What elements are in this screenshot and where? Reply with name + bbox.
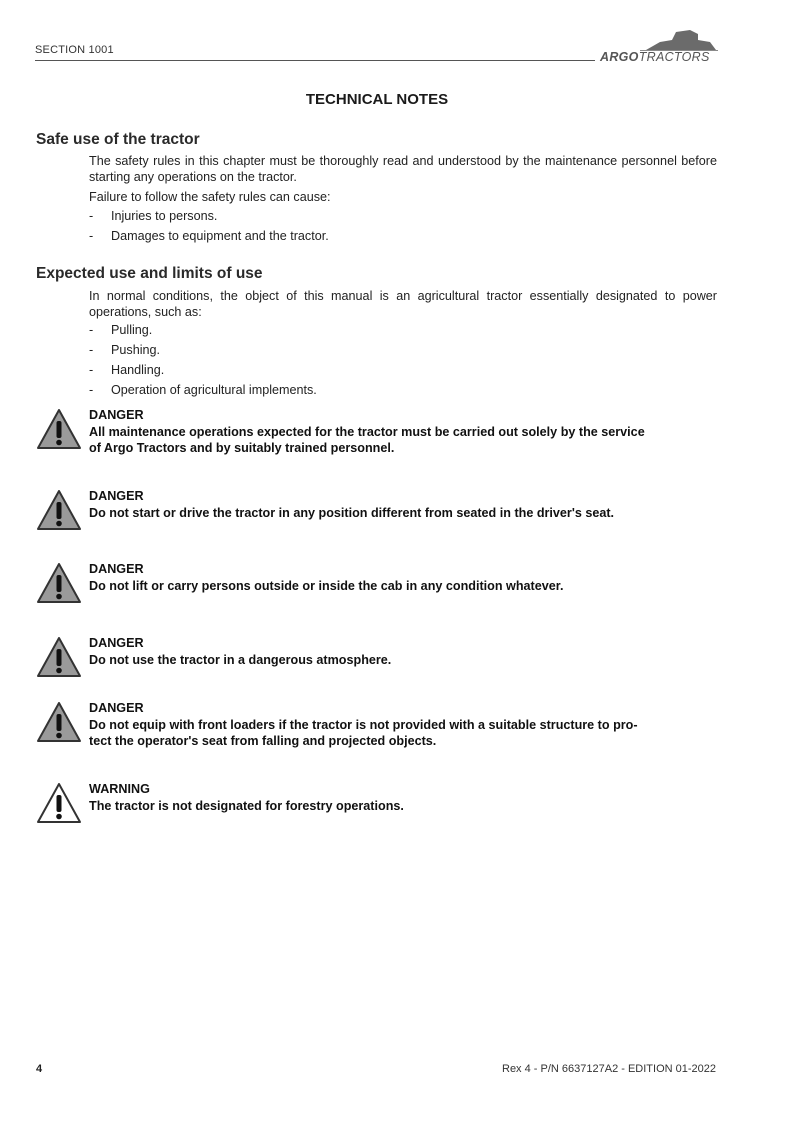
argo-tractors-logo [600,26,720,66]
notice-title: DANGER [89,636,144,650]
warning-triangle-icon [36,701,82,743]
warning-triangle-icon [36,636,82,678]
notice-title: DANGER [89,489,144,503]
list-item-text: Injuries to persons. [111,209,218,223]
list-item: - Pushing. [89,343,161,357]
notice-title: DANGER [89,701,144,715]
list-item: - Operation of agricultural implements. [89,383,317,397]
list-item-text: Pushing. [111,343,161,357]
list-item: - Pulling. [89,323,153,337]
warning-triangle-icon [36,782,82,824]
tractor-silhouette-icon [640,26,718,52]
notice-text [89,652,689,668]
list-item-text: Operation of agricultural implements. [111,383,317,397]
section-label: SECTION 1001 [35,44,114,56]
notice-line: The tractor is not designated for forestry operations. [89,799,404,813]
warning-triangle-icon [36,562,82,604]
page-number: 4 [36,1063,43,1075]
document-reference: Rex 4 - P/N 6637127A2 - EDITION 01-2022 [502,1063,716,1075]
list-item-text: Pulling. [111,323,153,337]
notice-title: WARNING [89,782,150,796]
list-item-text: Handling. [111,363,165,377]
paragraph: Failure to follow the safety rules can cause: [89,190,331,204]
notice-line: All maintenance operations expected for the tractor must be carried out solely by the service [89,425,645,439]
notice-line: Do not equip with front loaders if the tractor is not provided with a suitable structure to pro- [89,718,638,732]
section-heading-expected-use: Expected use and limits of use [36,265,263,282]
logo-text-light: TRACTORS [638,50,710,64]
paragraph: The safety rules in this chapter must be thoroughly read and understood by the maintenance personnel before starting any operations on the tractor. [89,154,717,184]
notice-text [89,798,689,814]
header-divider [35,60,595,61]
list-item-text: Damages to equipment and the tractor. [111,229,329,243]
paragraph: In normal conditions, the object of this manual is an agricultural tractor essentially designated to power operations, such as: [89,289,717,319]
notice-line: Do not lift or carry persons outside or inside the cab in any condition whatever. [89,579,564,593]
notice-line: tect the operator's seat from falling and projected objects. [89,734,437,748]
notice-text [89,578,689,594]
section-heading-safe-use: Safe use of the tractor [36,131,200,148]
warning-triangle-icon [36,408,82,450]
logo-text-bold: ARGO [600,50,639,64]
notice-text [89,717,689,749]
notice-line: Do not use the tractor in a dangerous atmosphere. [89,653,392,667]
notice-title: DANGER [89,562,144,576]
notice-title: DANGER [89,408,144,422]
notice-line: Do not start or drive the tractor in any position different from seated in the driver's seat. [89,506,615,520]
page-title: TECHNICAL NOTES [305,91,449,108]
warning-triangle-icon [36,489,82,531]
list-item: - Injuries to persons. [89,209,218,223]
list-item: - Handling. [89,363,165,377]
notice-text [89,424,689,456]
notice-line: of Argo Tractors and by suitably trained personnel. [89,441,395,455]
list-item: - Damages to equipment and the tractor. [89,229,329,243]
notice-text [89,505,689,521]
